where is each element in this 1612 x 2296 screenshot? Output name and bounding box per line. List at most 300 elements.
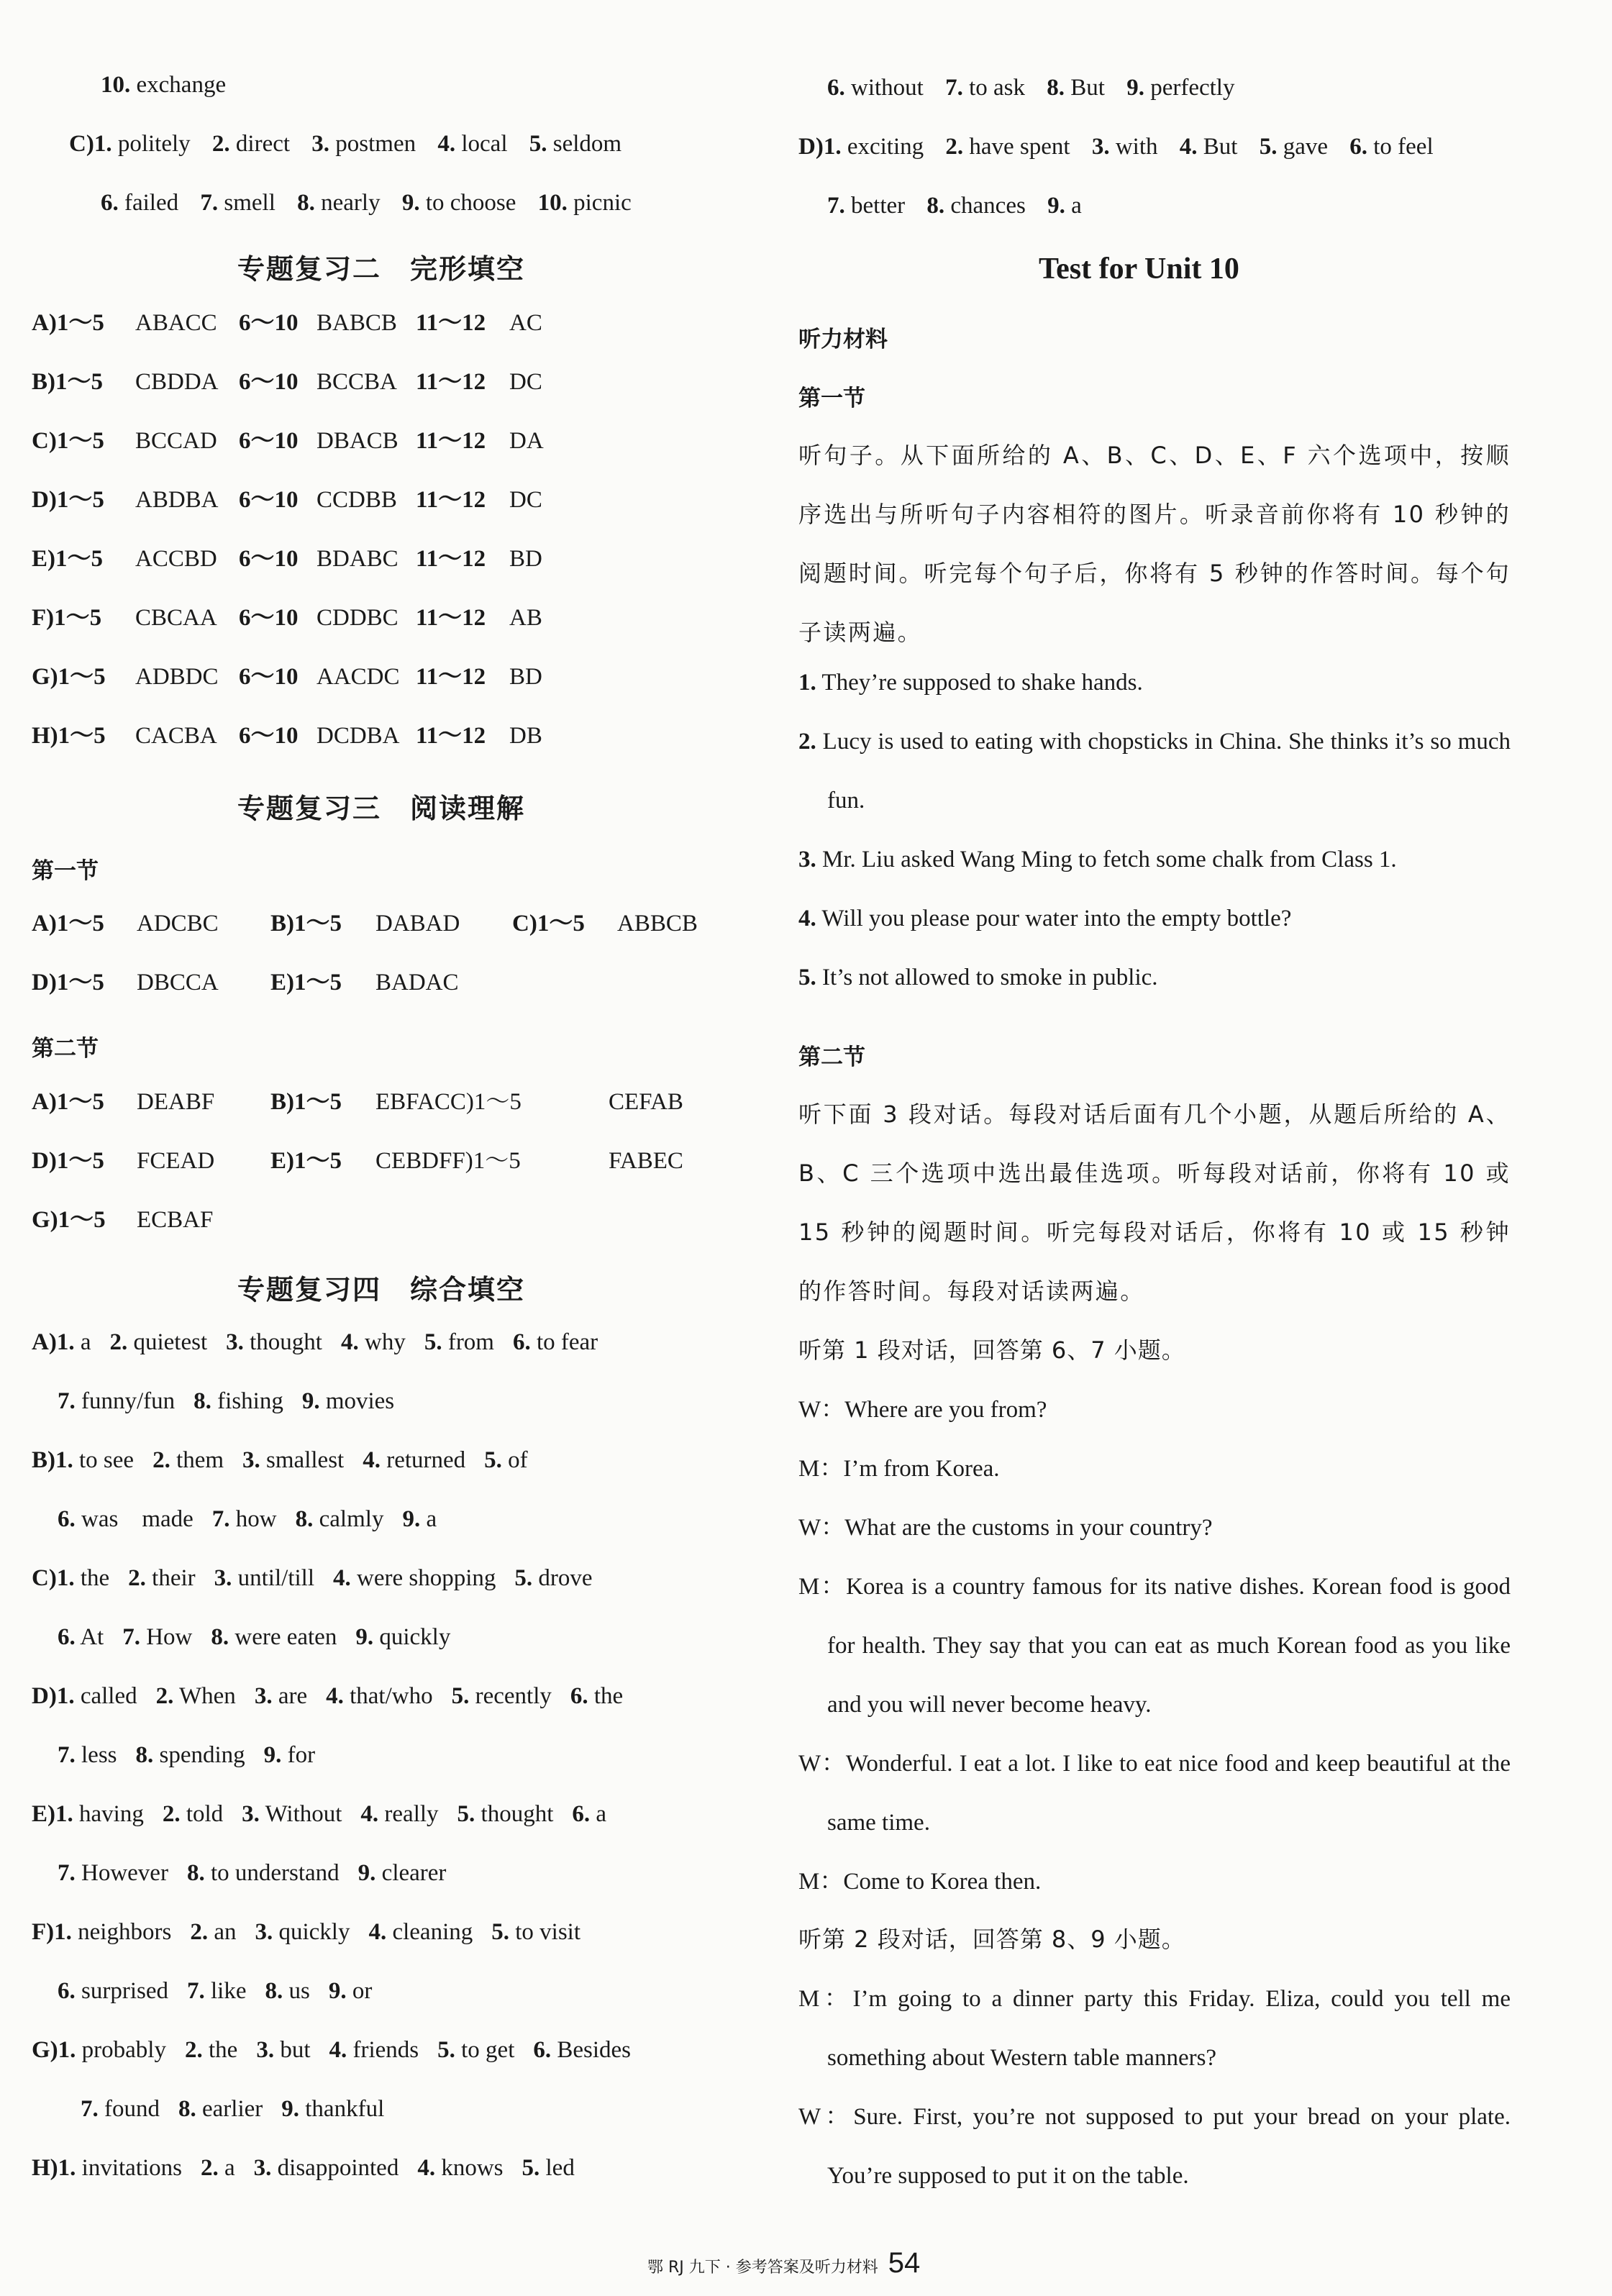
section-title: 专题复习四 综合填空 [237,1274,526,1306]
range-label: 6～10 [239,605,299,631]
item-number: 2. [798,729,816,755]
dialog-text: Come to Korea then. [843,1869,1042,1895]
item-answer: a [80,1329,91,1355]
item-answer: a [224,2155,235,2181]
item-answer: funny/fun [81,1388,176,1414]
dialog-text: Wonderful. I eat a lot. I like to eat nice food and keep beautiful at the same time. [827,1751,1511,1836]
answer-key: ABDBA [135,487,219,513]
item-number: 5. [457,1801,475,1827]
fill-row [32,1328,598,1357]
item-number: 6. [58,1978,76,2004]
item-answer: quietest [133,1329,208,1355]
fill-item [514,1564,592,1593]
range-label: 6～10 [239,723,299,749]
section-title: 专题复习三 阅读理解 [237,793,526,824]
fill-item [329,1977,373,2005]
item-answer: to visit [515,1919,581,1945]
dialog-line [798,1557,1511,1734]
answer-key: FCEAD [137,1148,215,1174]
item-number: 5. [522,2155,540,2181]
item-number: 4. [340,1329,359,1355]
answer-key: ABBCB [617,911,698,937]
answer-key: DCDBA [317,723,400,749]
range-label: 6～10 [239,369,299,395]
fill-item [570,1682,623,1710]
item-answer: At [80,1624,104,1650]
part-heading: 第二节 [32,1036,99,1062]
item-number: 7. [122,1624,140,1650]
item-answer: When [179,1683,236,1709]
item-number: 1. [798,670,816,696]
item-answer: invitations [81,2155,183,2181]
item-number: 8. [295,1506,314,1532]
fill-item [513,1328,598,1357]
item-answer: to understand [210,1860,340,1886]
fill-item [57,1682,137,1710]
item-number: 1. [54,1919,72,1945]
fill-item [187,1859,340,1887]
answer-key: BADAC [375,970,459,996]
section-title: 专题复习二 完形填空 [237,253,526,285]
answer-line: 6. failed 7. smell 8. nearly 9. to choose 10. picnic [101,190,632,216]
item-answer: spending [159,1742,245,1768]
test-title: Test for Unit 10 [1039,252,1239,286]
item-answer: quickly [278,1919,350,1945]
fill-item [326,1682,432,1710]
item-answer: how [235,1506,277,1532]
item-answer: exchange [136,72,227,98]
answer-key: DEABF [137,1089,215,1115]
item-number: 3. [226,1329,244,1355]
item-answer: the [593,1683,624,1709]
group-label: C) [32,1565,57,1591]
item-number: 3. [798,847,816,873]
page-number: 54 [888,2247,921,2279]
speaker: W： [798,1515,845,1541]
group-label: D) [32,1683,57,1709]
fill-item [58,1623,104,1652]
range-label: 11～12 [416,310,486,336]
answer-key: DBACB [317,428,399,454]
answer-key: CACBA [135,723,217,749]
range-label: 6～10 [239,310,299,336]
range-label: D)1～5 [32,487,104,513]
item-answer: from [447,1329,494,1355]
fill-item [355,1623,450,1652]
item-answer: their [152,1565,196,1591]
fill-item [302,1387,394,1416]
fill-item [156,1682,236,1710]
answer-key: CBCAA [135,605,217,631]
fill-row [58,1741,315,1769]
fill-item [452,1682,552,1710]
instructions: 听下面 3 段对话。每段对话后面有几个小题，从题后所给的 A、B、C 三个选项中选出最佳选项。听每段对话前，你将有 10 或 15 秒钟的阅题时间。听完每段对话后，你将有 10 或 15 秒钟的作答时间。每段对话读两遍。 [798,1101,1511,1305]
item-number: 6. [58,1624,76,1650]
item-answer: However [81,1860,168,1886]
fill-item [256,2036,310,2064]
range-label: 11～12 [416,605,486,631]
item-number: 5. [424,1329,442,1355]
item-number: 5. [491,1919,509,1945]
fill-item [81,2095,160,2123]
item-number: 6. [572,1801,591,1827]
fill-item [242,1446,344,1475]
answer-key: CEFAB [609,1089,683,1115]
item-number: 8. [178,2096,196,2122]
item-number: 8. [193,1388,211,1414]
fill-item [437,2036,514,2064]
dialog-line [798,1969,1511,2087]
fill-row [32,1800,606,1828]
item-number: 1. [56,1683,75,1709]
fill-item [254,2154,399,2182]
answer-key: CDDBC [317,605,399,631]
answer-key: DABAD [375,911,460,937]
item-answer: clearer [381,1860,447,1886]
speaker: M： [798,1869,844,1895]
fill-item [58,1859,168,1887]
fill-item [424,1328,494,1357]
item-number: 5. [514,1565,533,1591]
range-label: G)1～5 [32,664,106,690]
fill-row [58,1977,372,2005]
item-answer: an [214,1919,237,1945]
answer-key: BABCB [317,310,397,336]
sentence [798,889,1511,948]
range-label: B)1～5 [270,911,342,937]
item-number: 2. [184,2037,203,2063]
item-number: 5. [798,965,816,990]
item-number: 5. [437,2037,455,2063]
item-number: 9. [301,1388,320,1414]
answer-key: AC [509,310,542,336]
item-number: 7. [81,2096,99,2122]
answer-key: DB [509,723,542,749]
dialog-text: I’m going to a dinner party this Friday. Eliza, could you tell me something about Western table manners? [827,1986,1511,2071]
item-number: 6. [570,1683,588,1709]
item-number: 7. [186,1978,205,2004]
fill-item [58,1741,117,1769]
item-number: 9. [263,1742,282,1768]
item-answer: thankful [305,2096,385,2122]
item-answer: thought [481,1801,554,1827]
item-number: 1. [56,1565,75,1591]
sentence [798,653,1511,712]
fill-item [358,1859,447,1887]
sentence-text: Will you please pour water into the empty bottle? [821,906,1292,931]
fill-item [122,1623,192,1652]
range-label: C)1～5 [32,428,104,454]
item-number: 2. [162,1801,181,1827]
fill-item [572,1800,606,1828]
item-answer: Without [265,1801,342,1827]
item-answer: were eaten [234,1624,337,1650]
fill-item [58,1505,193,1534]
item-answer: for [287,1742,316,1768]
item-number: 8. [265,1978,283,2004]
speaker: W： [798,2104,854,2130]
item-answer: surprised [81,1978,168,2004]
fill-item [55,1446,134,1475]
fill-item [187,1977,246,2005]
item-answer: a [596,1801,607,1827]
item-number: 2. [128,1565,146,1591]
dialog-line [798,1734,1511,1852]
item-answer: neighbors [78,1919,172,1945]
fill-item [57,1564,109,1593]
item-number: 8. [135,1742,154,1768]
sentence-text: They’re supposed to shake hands. [821,670,1143,696]
material-heading: 听力材料 [798,327,888,352]
range-label: C)1～5 [512,911,585,937]
item-number: 2. [155,1683,174,1709]
range-label: H)1～5 [32,723,106,749]
fill-row [32,1918,580,1946]
fill-row [58,1505,437,1534]
answer-key: ABACC [135,310,217,336]
item-answer: are [278,1683,308,1709]
footer-text: 鄂 RJ 九下 · 参考答案及听力材料 [647,2259,878,2277]
item-answer: recently [475,1683,552,1709]
dialog-line [798,2087,1511,2205]
dialog-intro: 听第 1 段对话，回答第 6、7 小题。 [798,1336,1185,1364]
dialog-line [798,1498,1511,1557]
answer-line [101,70,226,99]
range-label: E)1～5 [32,546,103,572]
item-number: 5. [451,1683,470,1709]
item-number: 9. [281,2096,300,2122]
fill-item [533,2036,631,2064]
group-label: F) [32,1919,55,1945]
item-number: 2. [109,1329,128,1355]
item-answer: to fear [536,1329,598,1355]
fill-item [368,1918,473,1946]
item-number: 2. [190,1919,209,1945]
range-label: 6～10 [239,546,299,572]
fill-item [185,2036,237,2064]
item-answer: disappointed [277,2155,399,2181]
group-label: C) [69,131,94,157]
fill-item [201,2154,235,2182]
item-answer: smallest [266,1447,345,1473]
fill-item [212,1505,277,1534]
answer-key: CEBDFF)1～5 [375,1148,521,1174]
fill-row [58,1859,446,1887]
fill-item [211,1623,337,1652]
range-label: 11～12 [416,546,486,572]
item-number: 3. [242,1447,260,1473]
speaker: M： [798,1986,853,2012]
part-heading: 第一节 [32,858,99,884]
item-answer: quickly [379,1624,451,1650]
range-label: 11～12 [416,369,486,395]
answer-key: AACDC [317,664,400,690]
item-number: 2. [152,1447,170,1473]
item-number: 1. [58,2155,76,2181]
sentence-text: Mr. Liu asked Wang Ming to fetch some chalk from Class 1. [822,847,1397,873]
item-answer: movies [325,1388,395,1414]
fill-item [58,1387,175,1416]
fill-item [109,1328,207,1357]
item-answer: cleaning [392,1919,473,1945]
answer-key: BCCBA [317,369,397,395]
range-label: A)1～5 [32,310,104,336]
item-answer: knows [441,2155,504,2181]
fill-item [255,1682,307,1710]
item-answer: that/who [350,1683,433,1709]
item-number: 1. [58,2037,76,2063]
fill-row [32,1446,528,1475]
sentence [798,830,1511,889]
answer-key: CBDDA [135,369,219,395]
item-number: 5. [484,1447,502,1473]
fill-item [242,1800,342,1828]
fill-item [522,2154,575,2182]
item-number: 10. [101,72,131,98]
fill-item [417,2154,503,2182]
fill-item [58,2036,166,2064]
fill-item [226,1328,322,1357]
fill-item [128,1564,195,1593]
dialog-line [798,1852,1511,1911]
fill-row [58,1623,450,1652]
item-number: 7. [58,1860,76,1886]
fill-item [58,1977,168,2005]
fill-item [264,1741,315,1769]
range-label: 6～10 [239,428,299,454]
answer-line: D)1. exciting 2. have spent 3. with 4. But 5. gave 6. to feel [798,134,1434,160]
answer-line: C)1. politely 2. direct 3. postmen 4. local 5. seldom [69,131,622,157]
item-number: 8. [186,1860,205,1886]
fill-item [54,1918,171,1946]
fill-row [58,1387,394,1416]
fill-item [55,1800,144,1828]
item-number: 3. [256,2037,275,2063]
sentence-text: It’s not allowed to smoke in public. [822,965,1158,990]
fill-item [491,1918,580,1946]
fill-item [57,1328,91,1357]
range-label: B)1～5 [270,1089,342,1115]
item-answer: was made [81,1506,193,1532]
range-label: 11～12 [416,723,486,749]
item-number: 9. [355,1624,374,1650]
fill-item [457,1800,554,1828]
sentence-text: Lucy is used to eating with chopsticks in China. She thinks it’s so much fun. [822,729,1511,814]
answer-line: 7. better 8. chances 9. a [827,193,1082,219]
item-number: 3. [242,1801,260,1827]
item-number: 9. [328,1978,347,2004]
speaker: M： [798,1574,847,1600]
group-label: G) [32,2037,58,2063]
dialog-text: Where are you from? [844,1397,1047,1423]
answer-key: CCDBB [317,487,397,513]
range-label: D)1～5 [32,970,104,996]
fill-row [81,2095,384,2123]
sentence [798,948,1511,1007]
item-answer: to see [79,1447,135,1473]
answer-key: DC [509,487,542,513]
item-answer: friends [352,2037,419,2063]
item-number: 4. [417,2155,436,2181]
item-number: 6. [533,2037,552,2063]
item-number: 1. [56,1329,75,1355]
item-number: 7. [211,1506,230,1532]
fill-row [32,2036,631,2064]
fill-item [163,1800,223,1828]
item-answer: really [384,1801,439,1827]
dialog-line [798,1380,1511,1439]
item-number: 3. [254,1683,273,1709]
item-number: 3. [253,2155,272,2181]
answer-key: BD [509,546,542,572]
item-answer: drove [538,1565,593,1591]
range-label: E)1～5 [270,1148,342,1174]
item-number: 6. [58,1506,76,1532]
item-number: 4. [360,1801,379,1827]
item-answer: led [545,2155,575,2181]
dialog-text: Sure. First, you’re not supposed to put your bread on your plate. You’re supposed to put it on the table. [827,2104,1511,2189]
item-answer: thought [250,1329,322,1355]
fill-item [178,2095,263,2123]
item-answer: called [80,1683,137,1709]
fill-item [265,1977,309,2005]
answer-key: ADBDC [135,664,219,690]
item-answer: like [210,1978,247,2004]
item-number: 4. [326,1683,344,1709]
answer-key: DC [509,369,542,395]
sentence [798,712,1511,830]
item-number: 7. [58,1742,76,1768]
item-answer: or [352,1978,373,2004]
item-answer: were shopping [357,1565,496,1591]
item-answer: why [364,1329,406,1355]
fill-item [190,1918,236,1946]
speaker: W： [798,1397,845,1423]
answer-key: FABEC [609,1148,683,1174]
item-answer: the [80,1565,110,1591]
dialog-intro: 听第 2 段对话，回答第 8、9 小题。 [798,1926,1185,1953]
item-answer: told [186,1801,224,1827]
answer-key: DA [509,428,544,454]
item-answer: to get [461,2037,515,2063]
answer-key: BCCAD [135,428,217,454]
item-number: 4. [368,1919,387,1945]
group-label: H) [32,2155,58,2181]
item-answer: found [104,2096,160,2122]
answer-key: DBCCA [137,970,219,996]
page-footer [647,2247,920,2279]
item-number: 7. [58,1388,76,1414]
fill-item [136,1741,245,1769]
dialog-text: I’m from Korea. [843,1456,1000,1482]
item-number: 9. [358,1860,376,1886]
item-answer: of [508,1447,528,1473]
range-label: 11～12 [416,428,486,454]
item-number: 2. [201,2155,219,2181]
dialog-line [798,1439,1511,1498]
item-answer: a [426,1506,437,1532]
fill-item [281,2095,384,2123]
part-heading: 第二节 [798,1044,865,1070]
fill-item [193,1387,283,1416]
group-label: A) [32,1329,57,1355]
range-label: D)1～5 [32,1148,104,1174]
item-answer: us [288,1978,310,2004]
item-answer: calmly [319,1506,384,1532]
fill-item [360,1800,438,1828]
item-answer: until/till [237,1565,314,1591]
item-answer: returned [386,1447,466,1473]
